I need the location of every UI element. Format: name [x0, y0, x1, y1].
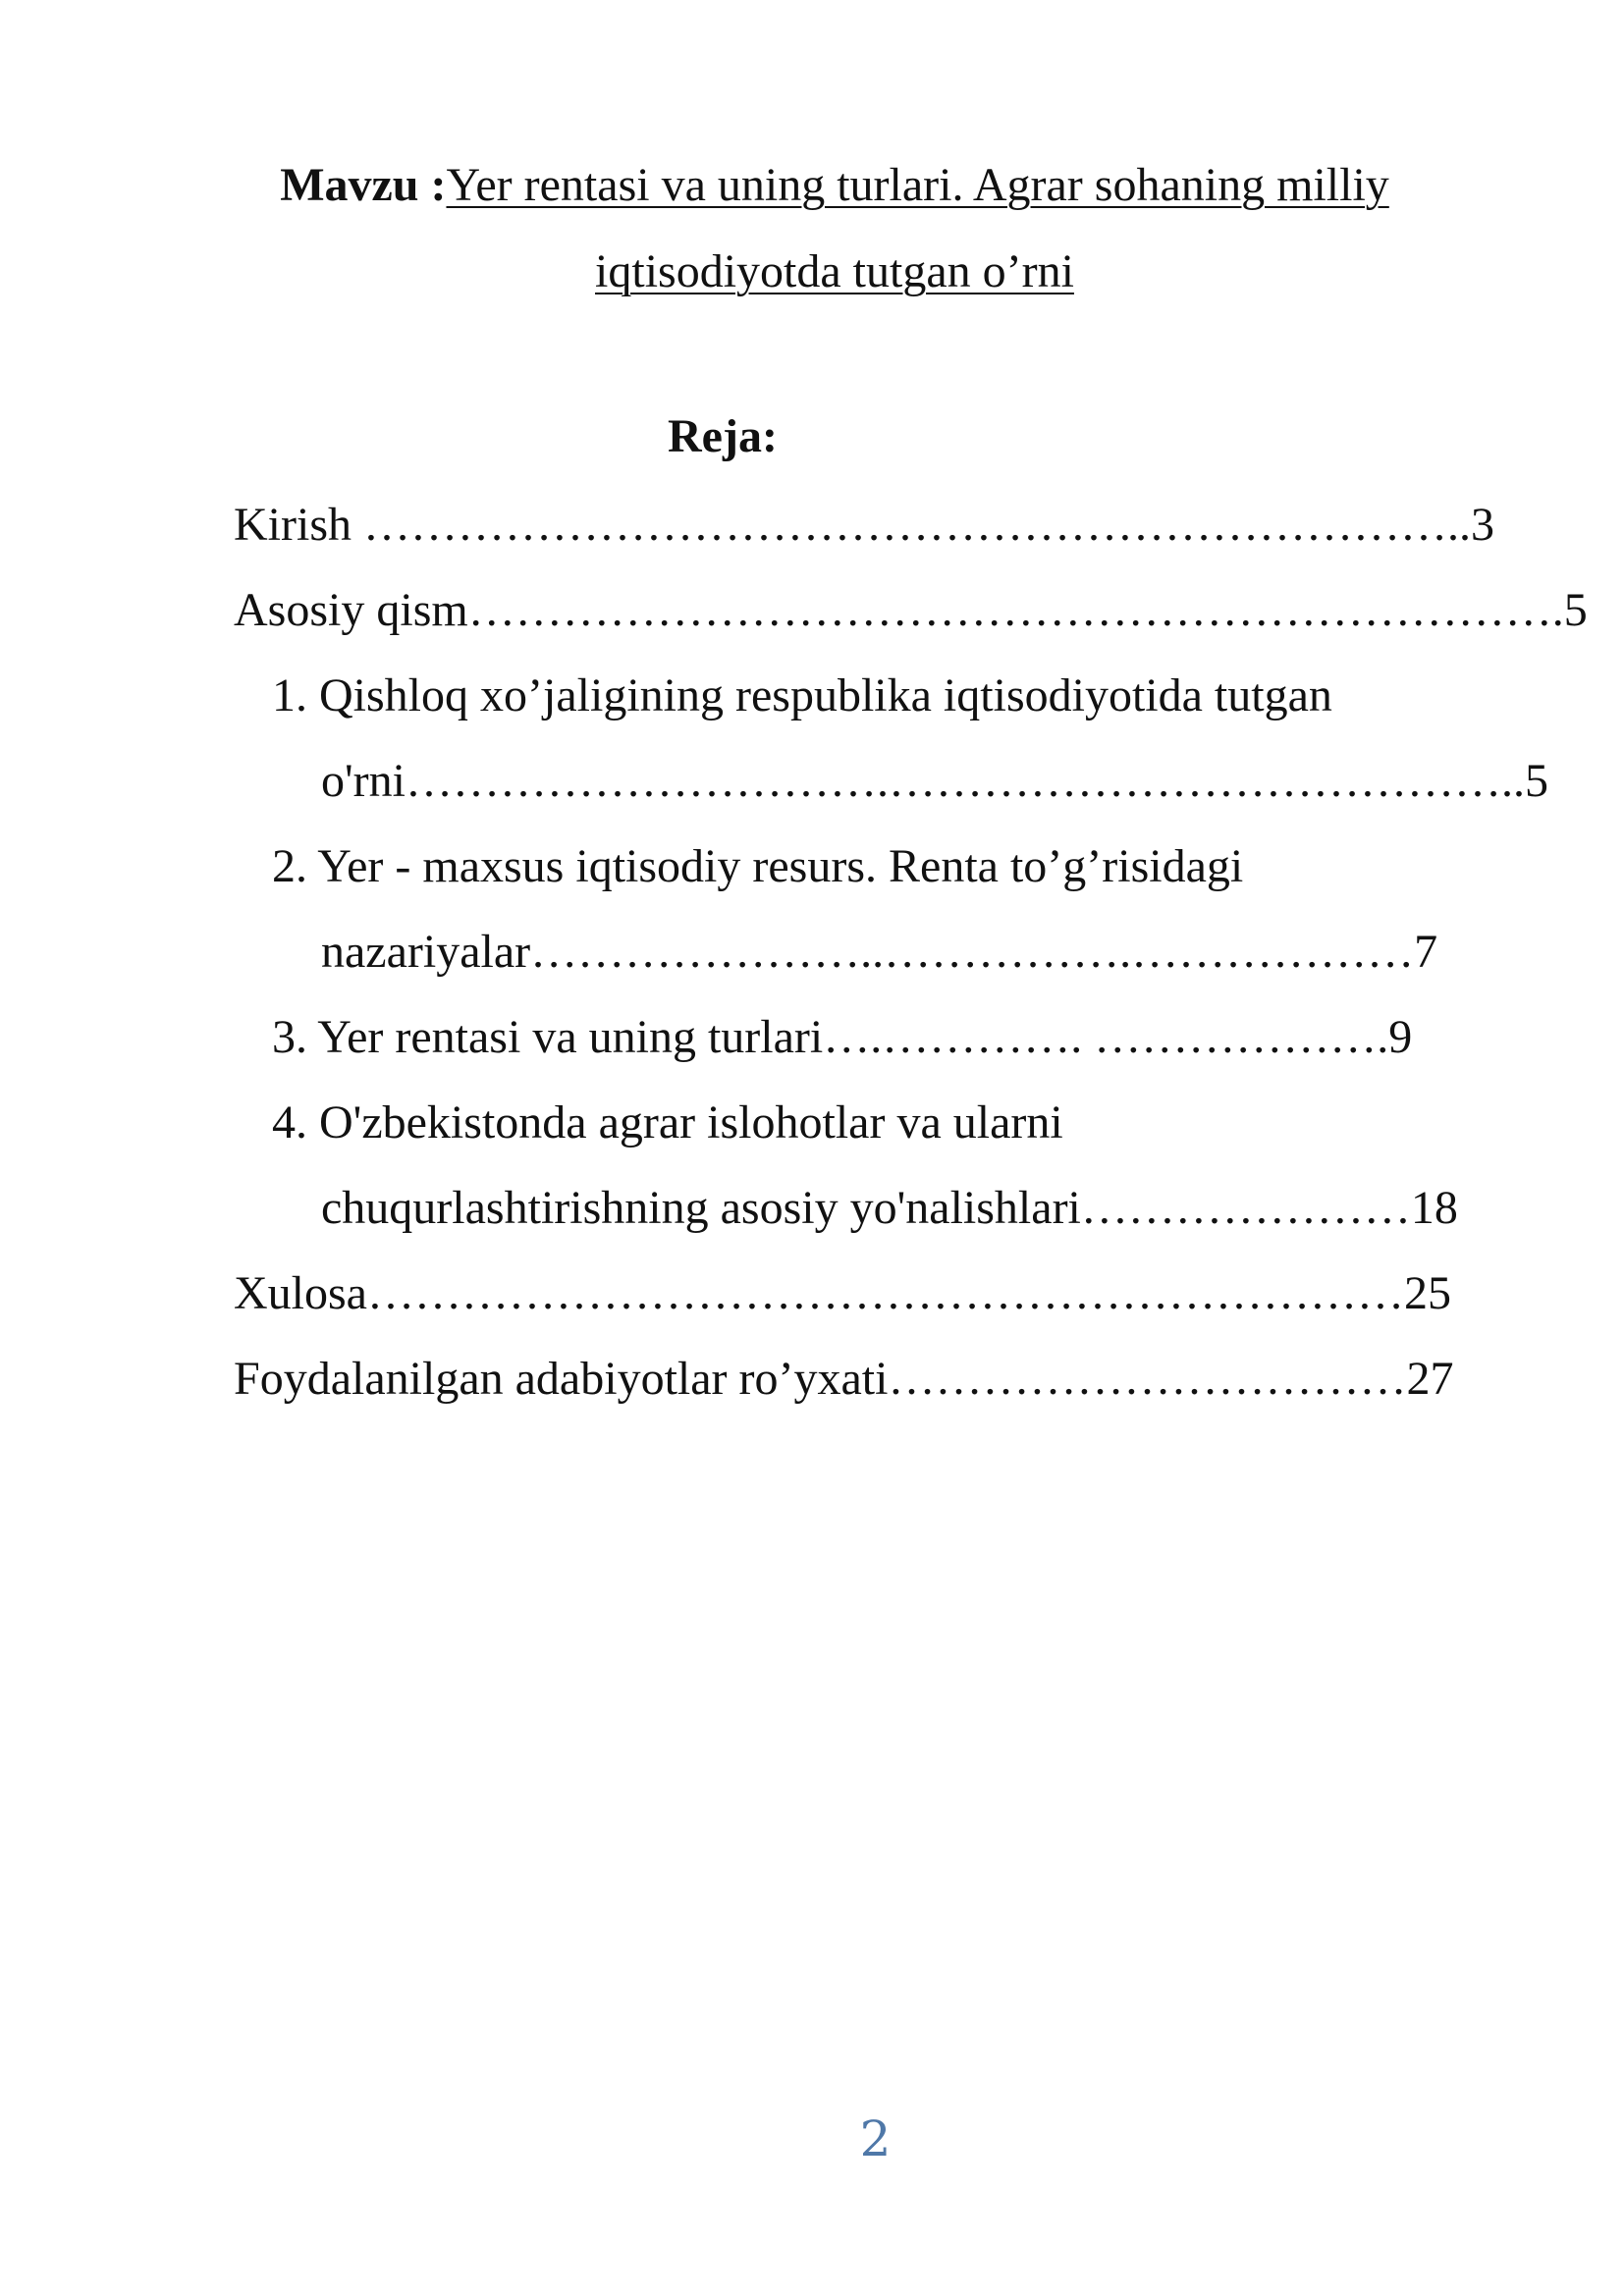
- toc-entry-item1-line2: o'rni………………………….…………………………………..5: [321, 755, 1548, 807]
- title-topic-line2: iqtisodiyotda tutgan o’rni: [595, 245, 1074, 297]
- toc-entry-item1-line1: 1. Qishloq xo’jaligining respublika iqtisodiyotida tutgan: [272, 669, 1332, 721]
- plan-heading: Reja:: [668, 410, 778, 462]
- toc-entry-item3: 3. Yer rentasi va uning turlari….…………. ……………….9: [272, 1011, 1413, 1063]
- toc-entry-item4-line1: 4. O'zbekistonda agrar islohotlar va ularni: [272, 1096, 1063, 1148]
- toc-entry-adabiyotlar: Foydalanilgan adabiyotlar ro’yxati……………………………27: [234, 1353, 1454, 1405]
- toc-entry-item2-line2: nazariyalar…………………..…………….………………7: [321, 926, 1438, 978]
- toc-entry-kirish: Kirish ……………………………………………………………..3: [234, 499, 1494, 551]
- toc-entry-item2-line1: 2. Yer - maxsus iqtisodiy resurs. Renta to’g’risidagi: [272, 840, 1244, 892]
- document-title: [147, 142, 1522, 315]
- title-label: Mavzu :: [280, 159, 447, 211]
- page-number: 2: [859, 2110, 892, 2167]
- toc-entry-xulosa: Xulosa…………………………………………………………25: [234, 1267, 1451, 1319]
- toc-entry-asosiy-qism: Asosiy qism…………………………………………………………….5: [234, 584, 1588, 636]
- toc-entry-item4-line2: chuqurlashtirishning asosiy yo'nalishlari…………………18: [321, 1182, 1458, 1234]
- title-topic-line1: Yer rentasi va uning turlari. Agrar sohaning milliy: [446, 159, 1389, 211]
